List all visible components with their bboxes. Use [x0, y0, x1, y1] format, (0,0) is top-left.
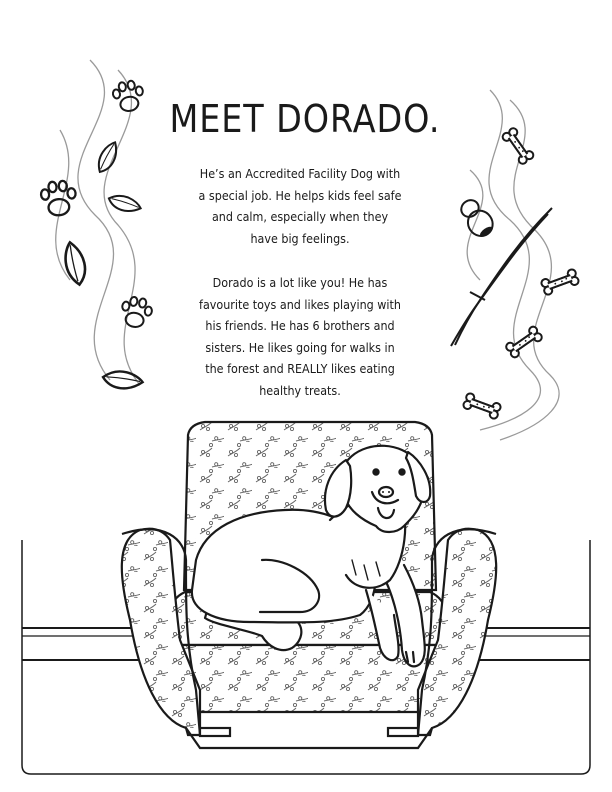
paw-print-icon — [119, 295, 154, 329]
dog-bone-icon — [505, 325, 544, 359]
leaf-icon — [108, 187, 141, 221]
dog-bone-icon — [501, 127, 535, 166]
dog-bone-icon — [462, 392, 501, 419]
paw-print-icon — [40, 180, 77, 217]
paw-print-icon — [111, 79, 146, 113]
stick-icon — [451, 208, 552, 346]
intro-paragraph: He’s an Accredited Facility Dog with a special job. He helps kids feel safe and calm, especially when they have big feelings. — [198, 166, 402, 246]
leaf-icon — [57, 242, 93, 285]
left-swirls — [56, 60, 140, 385]
page-title: MEET DORADO. — [169, 97, 441, 142]
about-paragraph: Dorado is a lot like you! He has favourite toys and likes playing with his friends. He has 6 brothers and sisters. He likes going for walks in the forest and REALLY likes eating healthy treats. — [199, 275, 401, 398]
leaf-icon — [91, 142, 125, 173]
dog-bone-icon — [540, 268, 579, 295]
